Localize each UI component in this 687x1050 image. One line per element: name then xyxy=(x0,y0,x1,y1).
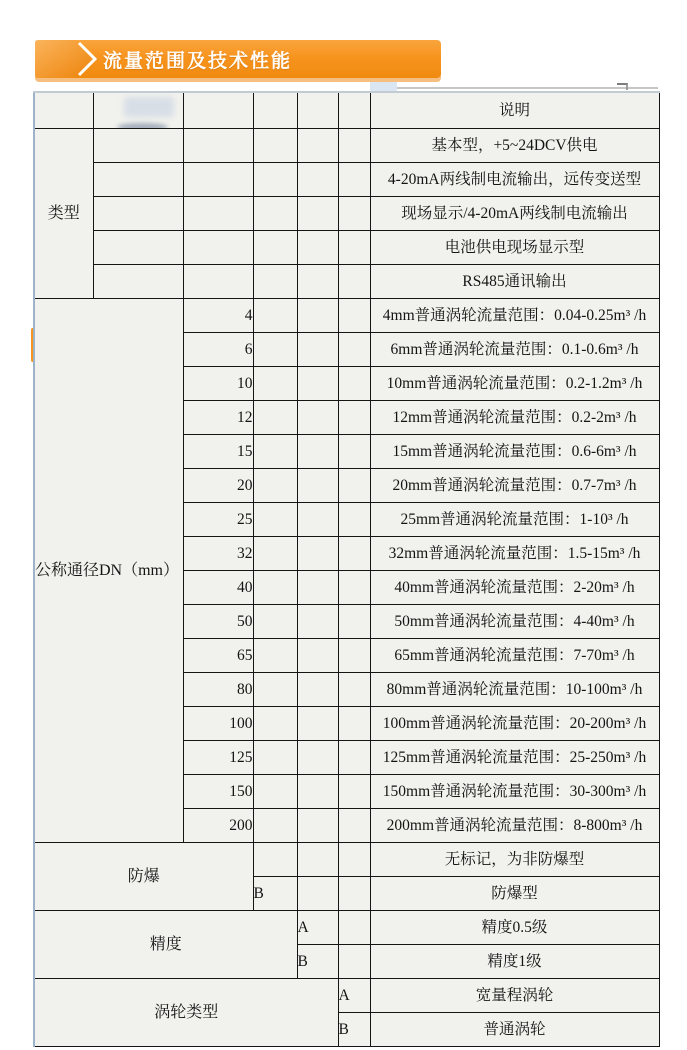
table-row xyxy=(34,911,659,945)
banner-title: 流量范围及技术性能 xyxy=(103,50,293,72)
table-row xyxy=(34,979,659,1013)
desc-cell: 12mm普通涡轮流量范围：0.2-2m³ /h xyxy=(370,401,659,435)
watermark-smudge-dark xyxy=(117,123,169,129)
desc-cell: 无标记，为非防爆型 xyxy=(370,843,659,877)
code-cell xyxy=(93,231,183,265)
spec-table xyxy=(33,91,660,1047)
code-cell xyxy=(93,163,183,197)
desc-cell: 现场显示/4-20mA两线制电流输出 xyxy=(370,197,659,231)
desc-cell: 电池供电现场显示型 xyxy=(370,231,659,265)
desc-cell: 15mm普通涡轮流量范围：0.6-6m³ /h xyxy=(370,435,659,469)
dn-value-cell: 25 xyxy=(183,503,253,537)
artifact-corner-mark xyxy=(617,83,628,90)
desc-cell: 32mm普通涡轮流量范围：1.5-15m³ /h xyxy=(370,537,659,571)
desc-cell: 防爆型 xyxy=(370,877,659,911)
desc-cell: 精度0.5级 xyxy=(370,911,659,945)
desc-cell: 宽量程涡轮 xyxy=(370,979,659,1013)
desc-cell: RS485通讯输出 xyxy=(370,265,659,299)
code-cell: B xyxy=(253,877,297,911)
section-label-exproof: 防爆 xyxy=(34,843,253,911)
header-cell-empty xyxy=(338,92,370,129)
artifact-faint-line xyxy=(372,87,658,89)
desc-cell: 4mm普通涡轮流量范围：0.04-0.25m³ /h xyxy=(370,299,659,333)
code-cell: A xyxy=(338,979,370,1013)
desc-cell: 基本型，+5~24DCV供电 xyxy=(370,129,659,163)
artifact-blue-patch xyxy=(370,82,397,91)
desc-cell: 40mm普通涡轮流量范围：2-20m³ /h xyxy=(370,571,659,605)
desc-cell: 4-20mA两线制电流输出，远传变送型 xyxy=(370,163,659,197)
dn-value-cell: 200 xyxy=(183,809,253,843)
dn-value-cell: 15 xyxy=(183,435,253,469)
code-cell xyxy=(253,843,297,877)
code-cell: A xyxy=(297,911,338,945)
code-cell: B xyxy=(338,1013,370,1047)
header-cell-watermark xyxy=(93,92,183,129)
dn-value-cell: 80 xyxy=(183,673,253,707)
desc-cell: 150mm普通涡轮流量范围：30-300m³ /h xyxy=(370,775,659,809)
code-cell xyxy=(93,129,183,163)
table-row xyxy=(34,129,659,163)
table-row xyxy=(34,231,659,265)
code-cell: B xyxy=(297,945,338,979)
watermark-smudge xyxy=(124,97,174,117)
code-cell xyxy=(93,265,183,299)
header-cell-empty xyxy=(34,92,93,129)
dn-value-cell: 10 xyxy=(183,367,253,401)
dn-value-cell: 125 xyxy=(183,741,253,775)
dn-value-cell: 32 xyxy=(183,537,253,571)
dn-value-cell: 40 xyxy=(183,571,253,605)
desc-cell: 6mm普通涡轮流量范围：0.1-0.6m³ /h xyxy=(370,333,659,367)
desc-cell: 125mm普通涡轮流量范围：25-250m³ /h xyxy=(370,741,659,775)
section-label-accuracy: 精度 xyxy=(34,911,297,979)
table-row xyxy=(34,197,659,231)
dn-value-cell: 150 xyxy=(183,775,253,809)
desc-cell: 普通涡轮 xyxy=(370,1013,659,1047)
header-cell-empty xyxy=(183,92,253,129)
dn-value-cell: 50 xyxy=(183,605,253,639)
dn-value-cell: 4 xyxy=(183,299,253,333)
dn-value-cell: 100 xyxy=(183,707,253,741)
desc-cell: 20mm普通涡轮流量范围：0.7-7m³ /h xyxy=(370,469,659,503)
desc-cell: 200mm普通涡轮流量范围：8-800m³ /h xyxy=(370,809,659,843)
desc-cell: 精度1级 xyxy=(370,945,659,979)
header-cell-empty xyxy=(253,92,297,129)
desc-cell: 25mm普通涡轮流量范围：1-10³ /h xyxy=(370,503,659,537)
dn-value-cell: 12 xyxy=(183,401,253,435)
section-banner xyxy=(35,40,441,78)
code-cell xyxy=(93,197,183,231)
desc-cell: 10mm普通涡轮流量范围：0.2-1.2m³ /h xyxy=(370,367,659,401)
table-header-row xyxy=(34,92,659,129)
header-description-label: 说明 xyxy=(370,92,659,129)
dn-value-cell: 65 xyxy=(183,639,253,673)
header-cell-empty xyxy=(297,92,338,129)
section-label-dn: 公称通径DN（mm） xyxy=(34,299,183,843)
dn-value-cell: 6 xyxy=(183,333,253,367)
desc-cell: 50mm普通涡轮流量范围：4-40m³ /h xyxy=(370,605,659,639)
desc-cell: 65mm普通涡轮流量范围：7-70m³ /h xyxy=(370,639,659,673)
table-row xyxy=(34,265,659,299)
section-label-type: 类型 xyxy=(34,129,93,299)
table-row xyxy=(34,163,659,197)
table-row xyxy=(34,843,659,877)
dn-value-cell: 20 xyxy=(183,469,253,503)
table-row xyxy=(34,299,659,333)
desc-cell: 100mm普通涡轮流量范围：20-200m³ /h xyxy=(370,707,659,741)
arrow-chevron-icon xyxy=(35,40,97,78)
section-label-turbine: 涡轮类型 xyxy=(34,979,338,1047)
desc-cell: 80mm普通涡轮流量范围：10-100m³ /h xyxy=(370,673,659,707)
